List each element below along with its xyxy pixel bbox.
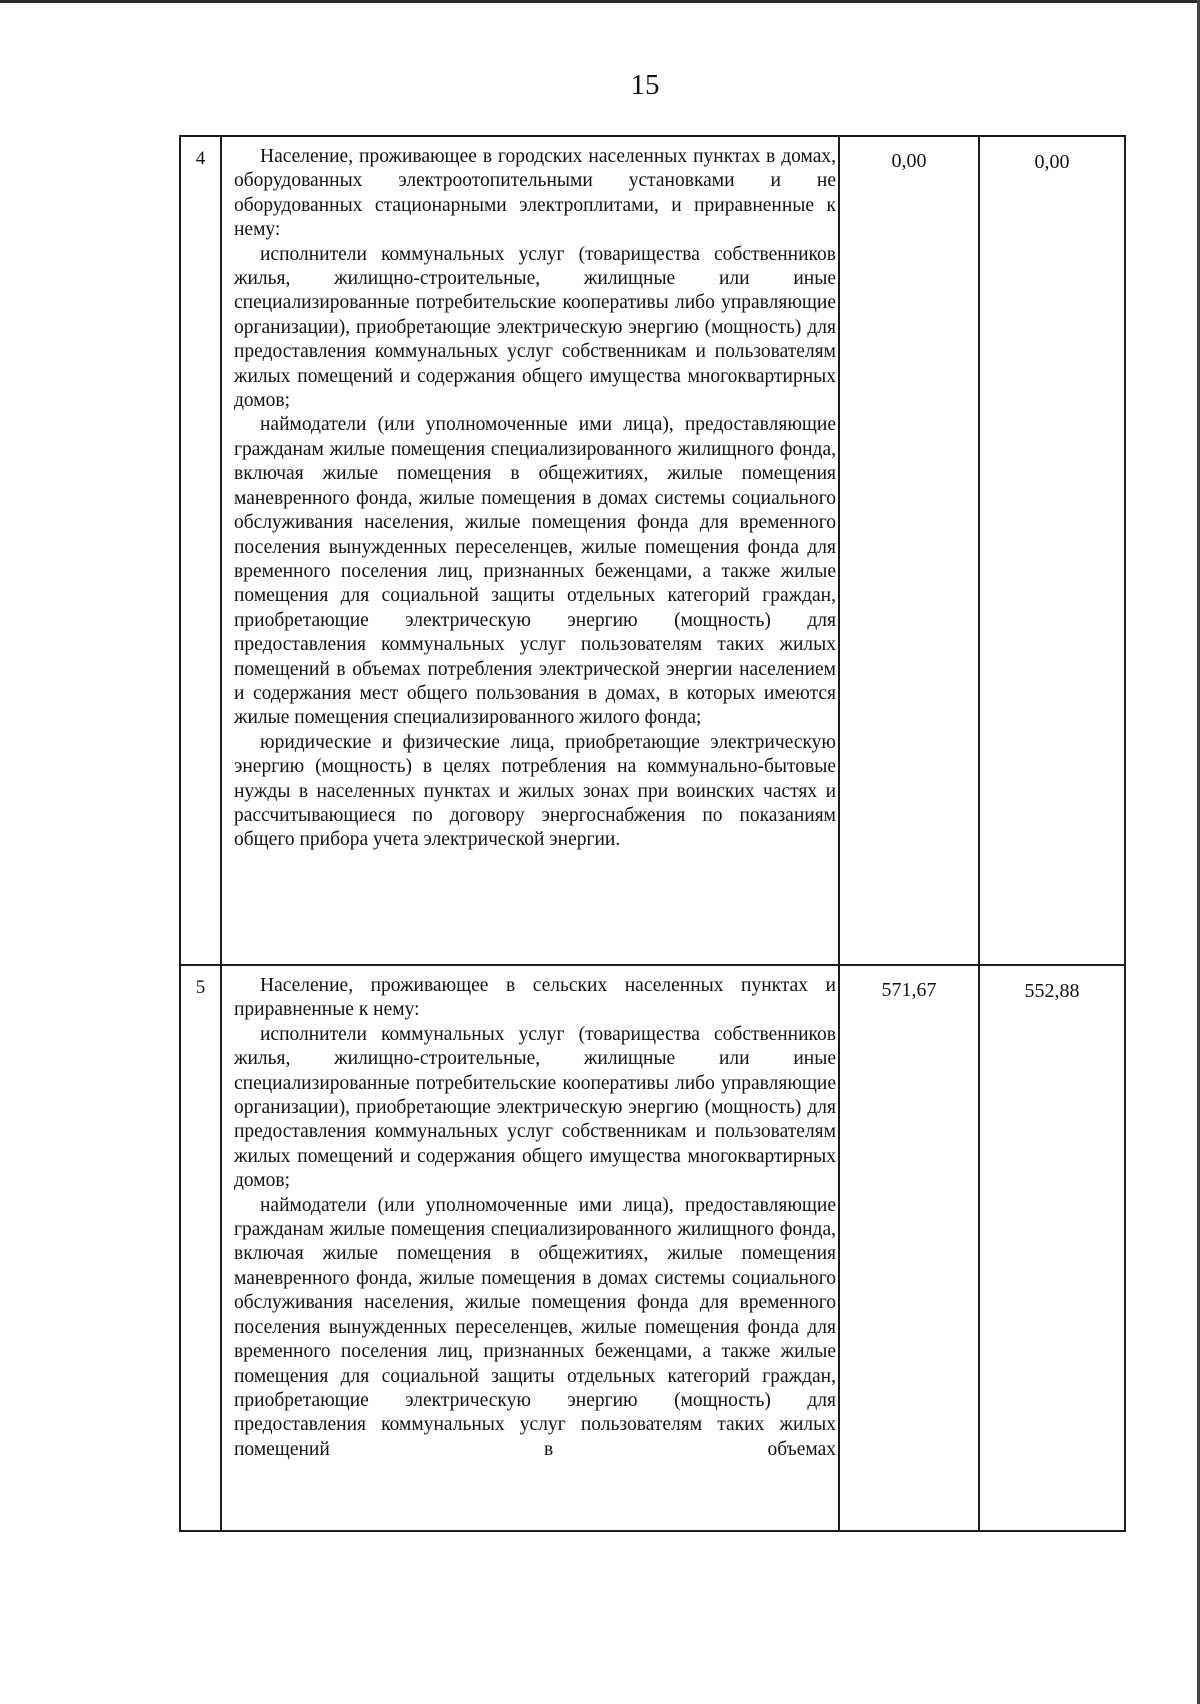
table-row-4	[180, 136, 1125, 965]
description-paragraph: исполнители коммунальных услуг (товарищества собственников жилья, жилищно-строительные, жилищные или иные специализированные потребительские кооперативы либо управляющие организации), приобретающие электрическую энергию (мощность) для предоставления коммунальных услуг собственникам и пользователям жилых помещений и содержания общего имущества многоквартирных домов;	[234, 1023, 836, 1192]
description-paragraph: наймодатели (или уполномоченные ими лица), предоставляющие гражданам жилые помещения специализированного жилищного фонда, включая жилые помещения в общежитиях, жилые помещения маневренного фонда, жилые помещения в домах системы социального обслуживания населения, жилые помещения фонда для временного поселения вынужденных переселенцев, жилые помещения фонда для временного поселения лиц, признанных беженцами, а также жилые помещения для социальной защиты отдельных категорий граждан, приобретающие электрическую энергию (мощность) для предоставления коммунальных услуг пользователям таких жилых помещений в объемах	[234, 1194, 836, 1460]
description-paragraph: наймодатели (или уполномоченные ими лица), предоставляющие гражданам жилые помещения специализированного жилищного фонда, включая жилые помещения в общежитиях, жилые помещения маневренного фонда, жилые помещения в домах системы социального обслуживания населения, жилые помещения фонда для временного поселения вынужденных переселенцев, жилые помещения фонда для временного поселения лиц, признанных беженцами, а также жилые помещения для социальной защиты отдельных категорий граждан, приобретающие электрическую энергию (мощность) для предоставления коммунальных услуг пользователям таких жилых помещений в объемах потребления электрической энергии населением и содержания мест общего пользования в домах, в которых имеются жилые помещения специализированного жилого фонда;	[234, 414, 836, 729]
page-number: 15	[630, 69, 660, 101]
description-paragraph: юридические и физические лица, приобретающие электрическую энергию (мощность) в целях потребления на коммунально-бытовые нужды в населенных пунктах и жилых зонах при воинских частях и рассчитывающиеся по договору энергоснабжения по показаниям общего прибора учета электрической энергии.	[234, 731, 836, 851]
description-paragraph: Население, проживающее в городских населенных пунктах в домах, оборудованных электроотопительными установками и не оборудованных стационарными электроплитами, и приравненные к нему:	[234, 146, 836, 241]
tariff-value-1: 0,00	[839, 136, 979, 965]
page-top-edge	[0, 0, 1200, 3]
row-description	[221, 136, 839, 965]
tariff-table	[179, 135, 1126, 1532]
description-paragraph: исполнители коммунальных услуг (товарищества собственников жилья, жилищно-строительные, жилищные или иные специализированные потребительские кооперативы либо управляющие организации), приобретающие электрическую энергию (мощность) для предоставления коммунальных услуг собственникам и пользователям жилых помещений и содержания общего имущества многоквартирных домов;	[234, 243, 836, 412]
row-number: 4	[180, 136, 221, 965]
row-description	[221, 965, 839, 1531]
table-row-5	[180, 965, 1125, 1531]
tariff-value-2: 552,88	[979, 965, 1125, 1531]
tariff-value-2: 0,00	[979, 136, 1125, 965]
tariff-value-1: 571,67	[839, 965, 979, 1531]
row-number: 5	[180, 965, 221, 1531]
description-paragraph: Население, проживающее в сельских населенных пунктах и приравненные к нему:	[234, 975, 836, 1021]
